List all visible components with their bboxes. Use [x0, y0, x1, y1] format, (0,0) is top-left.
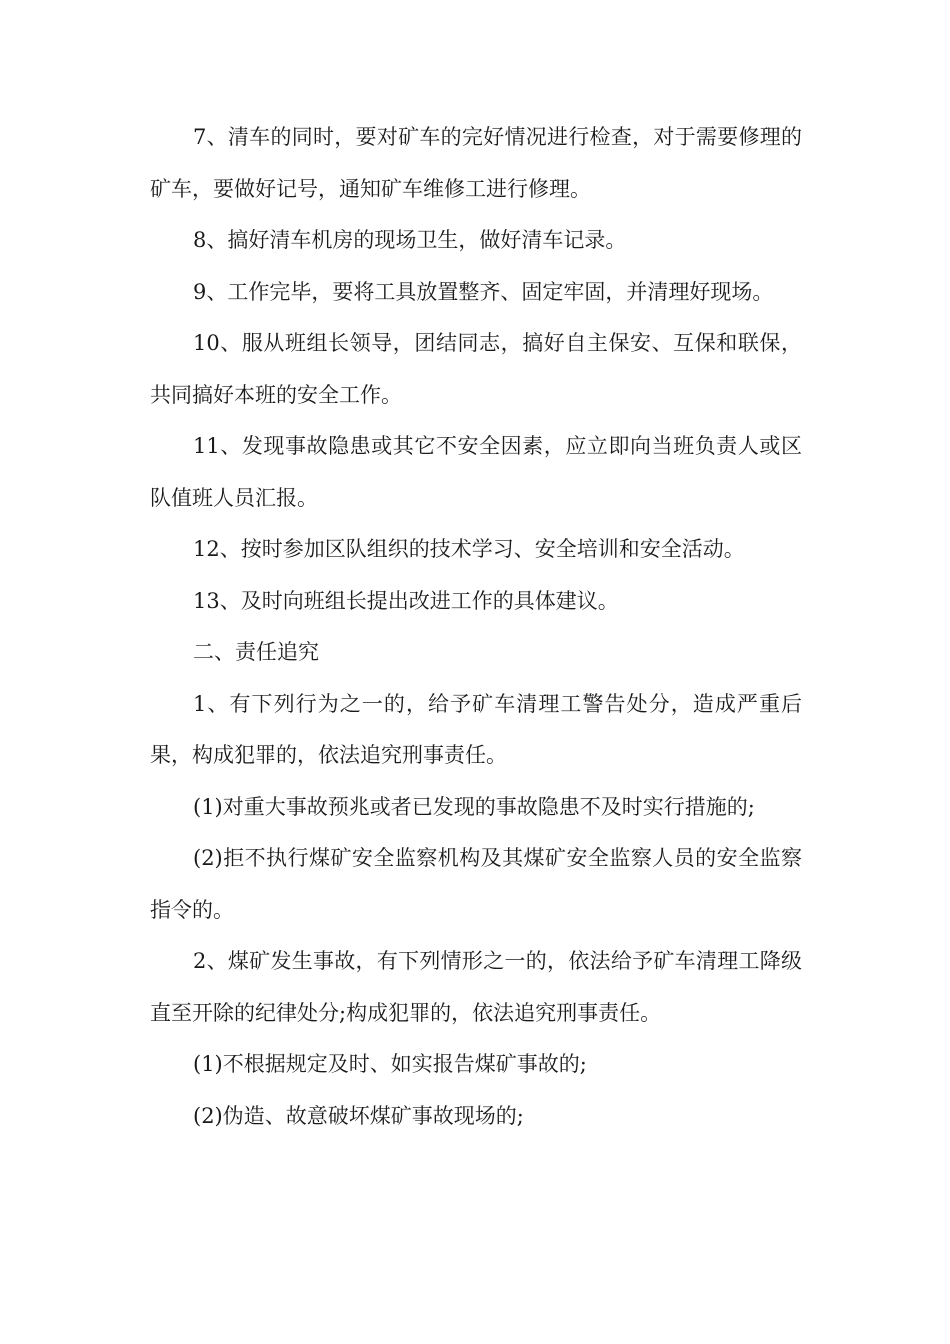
paragraph-item-7-inspection: 7、清车的同时，要对矿车的完好情况进行检查，对于需要修理的矿车，要做好记号，通知矿车维修工进行修理。	[150, 125, 802, 201]
paragraph-item-12-training: 12、按时参加区队组织的技术学习、安全培训和安全活动。	[193, 537, 745, 561]
paragraph-accountability-1-sub-2: (2)拒不执行煤矿安全监察机构及其煤矿安全监察人员的安全监察指令的。	[150, 846, 802, 922]
paragraph-item-10-teamwork: 10、服从班组长领导，团结同志，搞好自主保安、互保和联保，共同搞好本班的安全工作。	[150, 331, 802, 407]
paragraph-accountability-2: 2、煤矿发生事故，有下列情形之一的，依法给予矿车清理工降级直至开除的纪律处分;构成犯罪的，依法追究刑事责任。	[150, 949, 802, 1025]
paragraph-accountability-1: 1、有下列行为之一的，给予矿车清理工警告处分，造成严重后果，构成犯罪的，依法追究刑事责任。	[150, 691, 802, 767]
document-body	[150, 112, 802, 1142]
paragraph-item-8-hygiene: 8、搞好清车机房的现场卫生，做好清车记录。	[193, 228, 627, 252]
paragraph-item-11-reporting: 11、发现事故隐患或其它不安全因素，应立即向当班负责人或区队值班人员汇报。	[150, 434, 802, 510]
paragraph-item-9-tools: 9、工作完毕，要将工具放置整齐、固定牢固，并清理好现场。	[193, 279, 774, 304]
paragraph-accountability-2-sub-2: (2)伪造、故意破坏煤矿事故现场的;	[193, 1103, 524, 1128]
paragraph-accountability-1-sub-1: (1)对重大事故预兆或者已发现的事故隐患不及时实行措施的;	[193, 794, 755, 819]
paragraph-item-13-suggestions: 13、及时向班组长提出改进工作的具体建议。	[193, 588, 619, 613]
paragraph-accountability-2-sub-1: (1)不根据规定及时、如实报告煤矿事故的;	[193, 1052, 587, 1076]
section-heading-accountability: 二、责任追究	[193, 640, 319, 664]
